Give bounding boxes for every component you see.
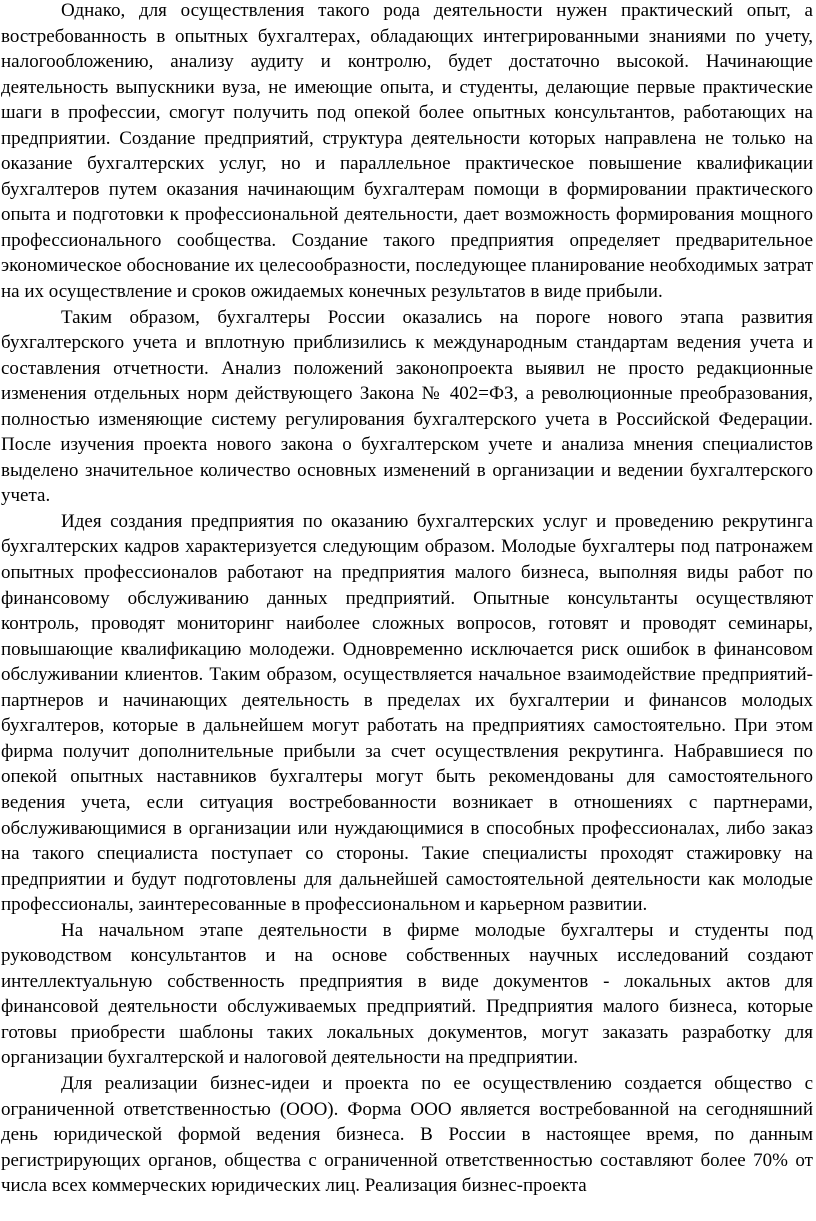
paragraph-5: Для реализации бизнес-идеи и проекта по ее осуществлению создается общество с ограниченной ответственностью (ООО). Форма ООО является востребованной на сегодняшний день юридической формой ведения бизнеса. В России в настоящее время, по данным регистрирующих органов, общества с ограниченной ответственностью составляют более 70% от числа всех коммерческих юридических лиц. Реализация бизнес-проекта: [1, 1072, 813, 1197]
paragraph-1: Однако, для осуществления такого рода деятельности нужен практический опыт, а востребованность в опытных бухгалтерах, обладающих интегрированными знаниями по учету, налогообложению, анализу аудиту и контролю, будет достаточно высокой. Начинающие деятельность выпускники вуза, не имеющие опыта, и студенты, делающие первые практические шаги в профессии, смогут получить под опекой более опытных консультантов, работающих на предприятии. Создание предприятий, структура деятельности которых направлена не только на оказание бухгалтерских услуг, но и параллельное практическое повышение квалификации бухгалтеров путем оказания начинающим бухгалтерам помощи в формировании практического опыта и подготовки к профессиональной деятельности, дает возможность формирования мощного профессионального сообщества. Создание такого предприятия определяет предварительное экономическое обоснование их целесообразности, последующее планирование необходимых затрат на их осуществление и сроков ожидаемых конечных результатов в виде прибыли.: [1, 0, 813, 303]
paragraph-3: Идея создания предприятия по оказанию бухгалтерских услуг и проведению рекрутинга бухгалтерских кадров характеризуется следующим образом. Молодые бухгалтеры под патронажем опытных профессионалов работают на предприятия малого бизнеса, выполняя виды работ по финансовому обслуживанию данных предприятий. Опытные консультанты осуществляют контроль, проводят мониторинг наиболее сложных вопросов, готовят и проводят семинары, повышающие квалификацию молодежи. Одновременно исключается риск ошибок в финансовом обслуживании клиентов. Таким образом, осуществляется начальное взаимодействие предприятий-партнеров и начинающих деятельность в пределах их бухгалтерии и финансов молодых бухгалтеров, которые в дальнейшем могут работать на предприятиях самостоятельно. При этом фирма получит дополнительные прибыли за счет осуществления рекрутинга. Набравшиеся по опекой опытных наставников бухгалтеры могут быть рекомендованы для самостоятельного ведения учета, если ситуация востребованности возникает в отношениях с партнерами, обслуживающимися в организации или нуждающимися в способных профессионалах, либо заказ на такого специалиста поступает со стороны. Такие специалисты проходят стажировку на предприятии и будут подготовлены для дальнейшей самостоятельной деятельности как молодые профессионалы, заинтересованные в профессиональном и карьерном развитии.: [1, 510, 813, 916]
paragraph-2: Таким образом, бухгалтеры России оказались на пороге нового этапа развития бухгалтерского учета и вплотную приблизились к международным стандартам ведения учета и составления отчетности. Анализ положений законопроекта выявил не просто редакционные изменения отдельных норм действующего Закона № 402=ФЗ, а революционные преобразования, полностью изменяющие систему регулирования бухгалтерского учета в Российской Федерации. После изучения проекта нового закона о бухгалтерском учете и анализа мнения специалистов выделено значительное количество основных изменений в организации и ведении бухгалтерского учета.: [1, 306, 813, 507]
paragraph-4: На начальном этапе деятельности в фирме молодые бухгалтеры и студенты под руководством консультантов и на основе собственных научных исследований создают интеллектуальную собственность предприятия в виде документов - локальных актов для финансовой деятельности обслуживаемых предприятий. Предприятия малого бизнеса, которые готовы приобрести шаблоны таких локальных документов, могут заказать разработку для организации бухгалтерской и налоговой деятельности на предприятии.: [1, 919, 813, 1069]
